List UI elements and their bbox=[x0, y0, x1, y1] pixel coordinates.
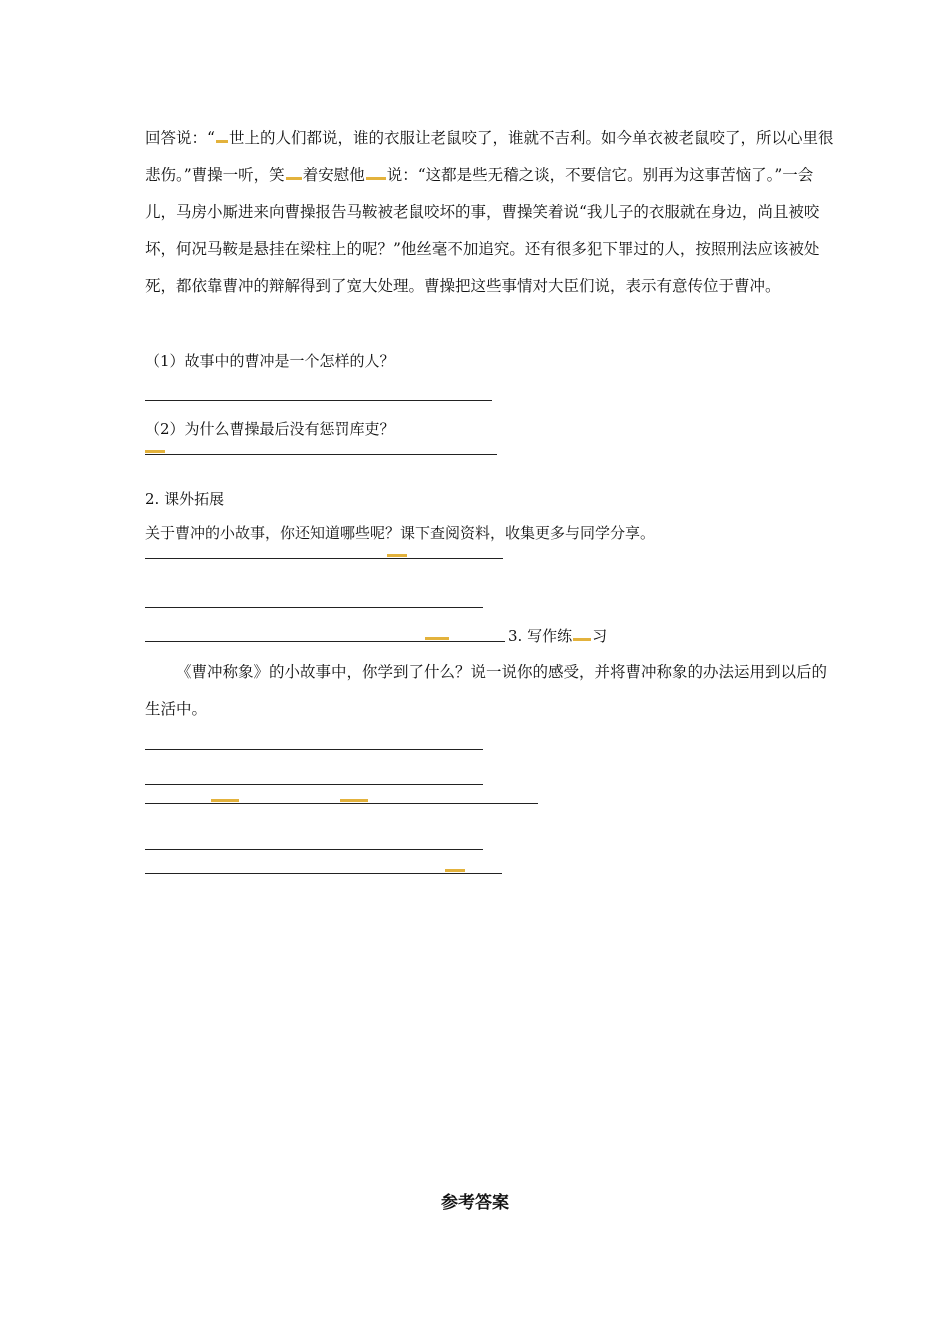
highlight-mark bbox=[340, 799, 368, 802]
answer-line-s2-2[interactable] bbox=[145, 607, 483, 608]
story-text-3: 着安慰他 bbox=[302, 166, 365, 184]
story-text-4: 说：“这都是些无稽之谈，不要信它。别再为这事苦恼了。”一会儿，马房小厮进来向曹操报告马鞍被老鼠咬坏的事，曹操笑着说“我儿子的衣服就在身边，尚且被咬坏，何况马鞍是悬挂在梁柱上的呢？”他丝毫不加追究。还有很多犯下罪过的人，按照刑法应该被处死，都依靠曹冲的辩解得到了宽大处理。曹操把这些事情对大臣们说，表示有意传位于曹冲。 bbox=[145, 166, 820, 295]
highlight-mark bbox=[573, 637, 591, 641]
answer-line-q2[interactable] bbox=[145, 454, 497, 455]
highlight-mark bbox=[366, 176, 386, 180]
question-2: （2）为什么曹操最后没有惩罚库吏？ bbox=[145, 420, 395, 438]
answer-line-s3-2[interactable] bbox=[145, 784, 483, 785]
highlight-mark bbox=[445, 869, 465, 872]
answer-line-s2-1[interactable] bbox=[145, 558, 503, 559]
section-3-heading-b: 习 bbox=[592, 627, 608, 645]
highlight-mark bbox=[425, 637, 449, 640]
highlight-mark bbox=[387, 554, 407, 557]
highlight-mark bbox=[216, 139, 228, 143]
answer-line-s3-4[interactable] bbox=[145, 849, 483, 850]
answers-title: 参考答案 bbox=[441, 1193, 509, 1213]
answer-line-s3-3[interactable] bbox=[145, 803, 538, 804]
answer-line-q1[interactable] bbox=[145, 400, 492, 401]
story-paragraph bbox=[145, 120, 835, 305]
section-3-heading bbox=[508, 625, 607, 646]
section-2-heading: 2. 课外拓展 bbox=[145, 490, 225, 508]
highlight-mark bbox=[145, 450, 165, 453]
question-1: （1）故事中的曹冲是一个怎样的人？ bbox=[145, 352, 395, 370]
section-3-prompt: 《曹冲称象》的小故事中，你学到了什么？说一说你的感受，并将曹冲称象的办法运用到以后的生活中。 bbox=[145, 663, 828, 718]
story-text-1: 回答说：“ bbox=[145, 129, 215, 147]
highlight-mark bbox=[211, 799, 239, 802]
answer-line-s3-1[interactable] bbox=[145, 749, 483, 750]
story-text-2: 世上的人们都说，谁的衣服让老鼠咬了，谁就不吉利。如今单衣被老鼠咬了，所以心里很悲伤。”曹操一听，笑 bbox=[145, 129, 834, 184]
answer-line-s2-3[interactable] bbox=[145, 641, 505, 642]
section-2-prompt: 关于曹冲的小故事，你还知道哪些呢？课下查阅资料，收集更多与同学分享。 bbox=[145, 524, 656, 542]
section-3-heading-a: 3. 写作练 bbox=[508, 627, 573, 645]
highlight-mark bbox=[286, 176, 302, 180]
answer-line-s3-5[interactable] bbox=[145, 873, 502, 874]
